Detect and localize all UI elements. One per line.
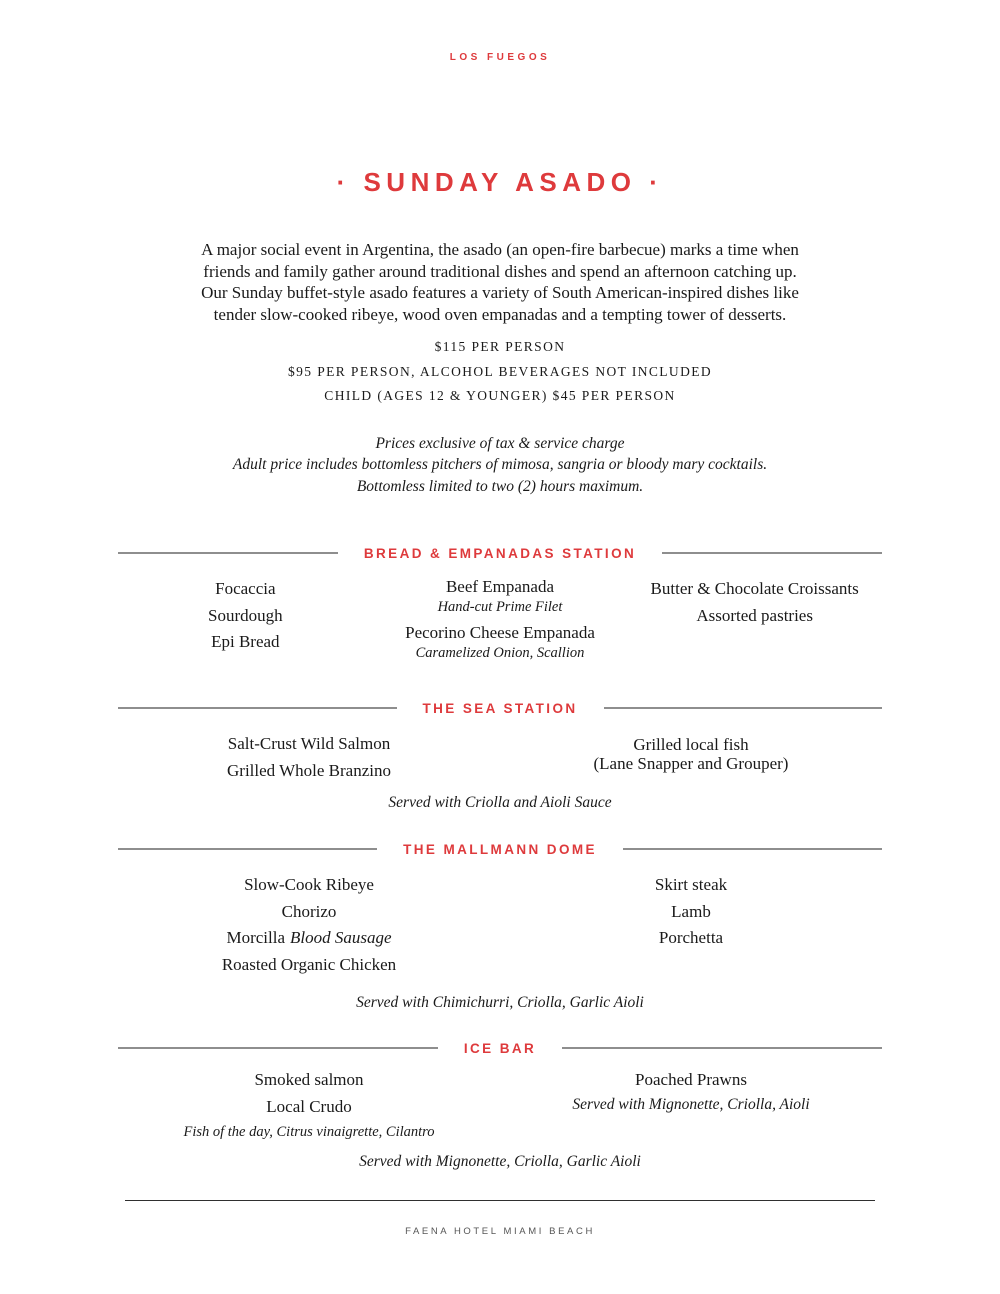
menu-item-italic: Blood Sausage: [290, 928, 392, 947]
bread-column-breads: [118, 576, 373, 663]
menu-item: (Lane Snapper and Grouper): [593, 753, 789, 773]
mallmann-dome-columns: [118, 872, 882, 978]
sea-station-columns: [118, 731, 882, 784]
menu-item: Butter & Chocolate Croissants: [650, 579, 859, 598]
note-tax: Prices exclusive of tax & service charge: [375, 434, 625, 452]
sea-station-footnote: Served with Criolla and Aioli Sauce: [388, 794, 612, 811]
menu-item: Sourdough: [208, 605, 283, 625]
intro-line-2: friends and family gather around traditional dishes and spend an afternoon catching up.: [203, 261, 797, 281]
restaurant-name: LOS FUEGOS: [449, 52, 551, 63]
menu-item: Beef Empanada: [445, 577, 555, 596]
section-title-bread-empanadas: BREAD & EMPANADAS STATION: [363, 545, 637, 561]
menu-item-detail: Hand-cut Prime Filet: [437, 599, 563, 615]
hotel-name: FAENA HOTEL MIAMI BEACH: [405, 1226, 595, 1237]
section-rule-left: [118, 848, 377, 850]
ice-bar-columns: [118, 1067, 882, 1142]
section-header-sea-station: [118, 700, 882, 716]
mallmann-column-right: [500, 872, 882, 978]
bread-column-pastries: [627, 576, 882, 663]
section-rule-right: [562, 1047, 882, 1049]
menu-item: Pecorino Cheese Empanada: [405, 623, 595, 642]
mallmann-dome-footnote: Served with Chimichurri, Criolla, Garlic Aioli: [356, 994, 644, 1011]
note-bottomless: Adult price includes bottomless pitchers of mimosa, sangria or bloody mary cocktails.: [232, 456, 768, 473]
section-header-bread-empanadas: [118, 545, 882, 561]
menu-item: Grilled local fish: [633, 735, 749, 754]
price-no-alcohol: $95 PER PERSON, ALCOHOL BEVERAGES NOT INCLUDED: [287, 363, 713, 379]
section-rule-right: [604, 707, 883, 709]
price-child: CHILD (AGES 12 & YOUNGER) $45 PER PERSON: [324, 388, 676, 403]
ice-bar-footnote: Served with Mignonette, Criolla, Garlic Aioli: [359, 1153, 641, 1170]
section-title-ice-bar: ICE BAR: [463, 1040, 537, 1056]
menu-item: Grilled Whole Branzino: [227, 760, 391, 780]
menu-item: Chorizo: [281, 901, 337, 921]
notes-block: [0, 433, 1000, 498]
bread-column-empanadas: [373, 576, 628, 663]
menu-item: Morcilla Blood Sausage: [226, 928, 392, 947]
menu-item-group: [373, 622, 628, 663]
price-adult: $115 PER PERSON: [434, 339, 566, 354]
section-rule-left: [118, 707, 397, 709]
section-rule-right: [662, 552, 882, 554]
menu-item: Porchetta: [658, 928, 724, 947]
section-header-mallmann-dome: [118, 841, 882, 857]
pricing-block: [0, 335, 1000, 409]
section-rule-right: [623, 848, 882, 850]
menu-item-detail: Served with Mignonette, Criolla, Aioli: [572, 1095, 810, 1113]
menu-item: Focaccia: [215, 579, 276, 598]
menu-item: Roasted Organic Chicken: [221, 954, 397, 974]
menu-item: Assorted pastries: [696, 605, 813, 625]
sea-column-left: [118, 731, 500, 784]
sea-column-right: [500, 731, 882, 784]
intro-line-4: tender slow-cooked ribeye, wood oven empanadas and a tempting tower of desserts.: [213, 304, 787, 324]
menu-item: Smoked salmon: [254, 1070, 364, 1089]
footer-divider: [125, 1200, 875, 1201]
menu-item: Lamb: [671, 901, 711, 921]
menu-title: · SUNDAY ASADO ·: [336, 167, 664, 197]
section-rule-left: [118, 1047, 438, 1049]
menu-item: Local Crudo: [266, 1096, 352, 1116]
ice-bar-column-left: [118, 1067, 500, 1142]
ice-bar-column-right: [500, 1067, 882, 1142]
menu-item: Epi Bread: [211, 632, 280, 651]
menu-item-detail: Fish of the day, Citrus vinaigrette, Cilantro: [183, 1124, 435, 1140]
menu-item: Poached Prawns: [635, 1070, 747, 1089]
section-rule-left: [118, 552, 338, 554]
menu-item: Salt-Crust Wild Salmon: [227, 734, 391, 753]
section-title-mallmann-dome: THE MALLMANN DOME: [403, 841, 597, 857]
menu-item-detail: Caramelized Onion, Scallion: [415, 645, 585, 661]
intro-line-3: Our Sunday buffet-style asado features a variety of South American-inspired dishes like: [201, 283, 799, 302]
intro-line-1: A major social event in Argentina, the asado (an open-fire barbecue) marks a time when: [201, 240, 799, 259]
menu-item: Skirt steak: [654, 875, 728, 894]
section-header-ice-bar: [118, 1040, 882, 1056]
bread-station-columns: [118, 576, 882, 663]
mallmann-column-left: [118, 872, 500, 978]
menu-item: Slow-Cook Ribeye: [244, 875, 374, 894]
menu-item-group: [373, 576, 628, 617]
intro-paragraph: [0, 239, 1000, 325]
note-limit: Bottomless limited to two (2) hours maximum.: [356, 477, 644, 495]
section-title-sea-station: THE SEA STATION: [422, 700, 578, 716]
